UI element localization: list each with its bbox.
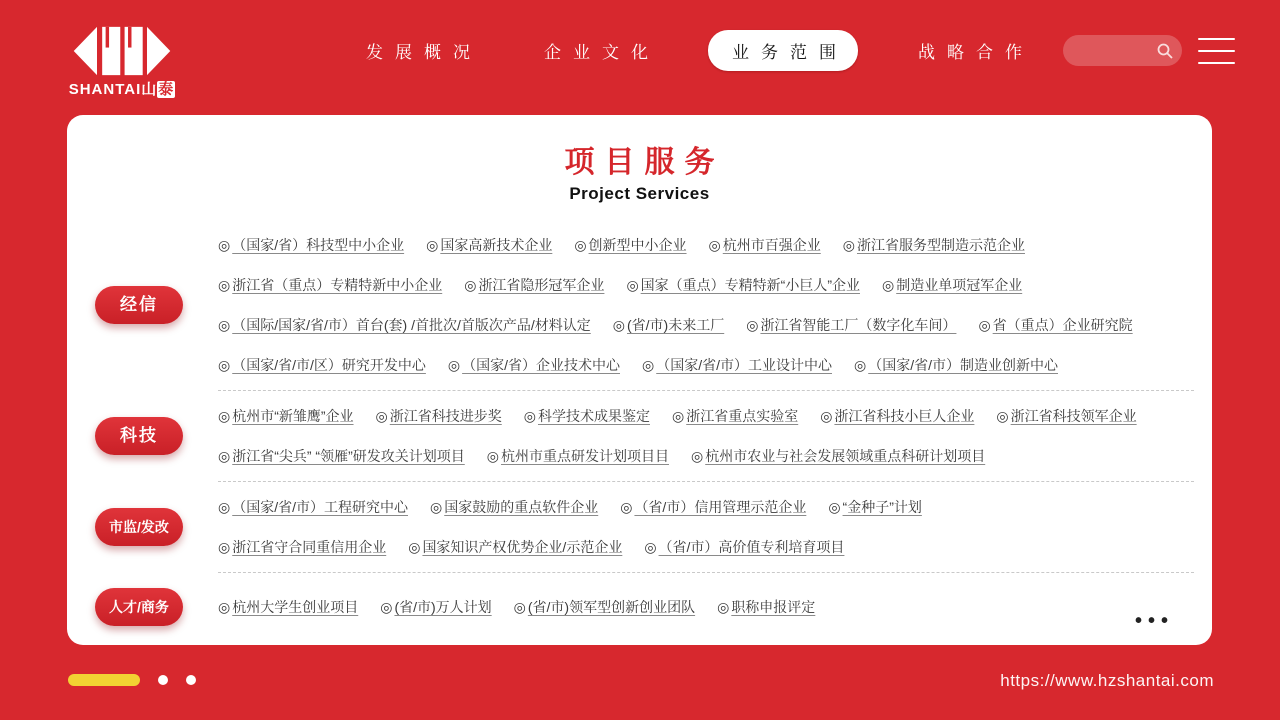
search-box: [1063, 35, 1182, 66]
category-pill[interactable]: 人才/商务: [95, 588, 183, 626]
nav-item-culture[interactable]: 企业文化: [544, 43, 660, 62]
service-item[interactable]: ◎ 浙江省科技进步奖: [375, 408, 502, 424]
item-marker-icon: ◎: [996, 408, 1009, 424]
service-row: [218, 537, 1198, 557]
item-marker-icon: ◎: [644, 539, 657, 555]
item-marker-icon: ◎: [642, 357, 655, 373]
item-marker-icon: ◎: [218, 499, 231, 515]
service-item[interactable]: ◎ 国家（重点）专精特新“小巨人”企业: [626, 277, 860, 293]
carousel-indicators: [68, 674, 196, 686]
item-marker-icon: ◎: [426, 237, 439, 253]
item-marker-icon: ◎: [218, 539, 231, 555]
item-marker-icon: ◎: [881, 277, 895, 293]
item-marker-icon: ◎: [218, 237, 231, 253]
service-row: [218, 315, 1198, 335]
service-item[interactable]: ◎ 杭州市百强企业: [708, 237, 821, 253]
item-marker-icon: ◎: [447, 357, 461, 373]
service-item[interactable]: ◎ 职称申报评定: [717, 599, 816, 615]
service-row: [218, 597, 1198, 617]
item-marker-icon: ◎: [375, 408, 388, 424]
service-item[interactable]: ◎ 杭州市农业与社会发展领域重点科研计划项目: [690, 448, 986, 464]
service-item[interactable]: ◎ （省/市）信用管理示范企业: [620, 499, 807, 515]
page-subtitle: Project Services: [569, 184, 710, 203]
service-item[interactable]: ◎ （国家/省/市/区）研究开发中心: [218, 357, 426, 373]
item-marker-icon: ◎: [574, 237, 587, 253]
item-marker-icon: ◎: [408, 539, 421, 555]
item-marker-icon: ◎: [828, 499, 841, 515]
service-item[interactable]: ◎ （国家/省/市）工业设计中心: [642, 357, 832, 373]
nav-item-strategy[interactable]: 战略合作: [918, 43, 1034, 62]
item-marker-icon: ◎: [218, 277, 231, 293]
item-marker-icon: ◎: [513, 599, 526, 615]
service-item[interactable]: ◎ 国家鼓励的重点软件企业: [430, 499, 599, 515]
service-item[interactable]: ◎ 浙江省科技领军企业: [996, 408, 1137, 424]
service-row: [218, 275, 1198, 295]
search-input[interactable]: [1063, 35, 1152, 66]
service-sections: [67, 220, 1212, 641]
service-item[interactable]: ◎ 浙江省（重点）专精特新中小企业: [218, 277, 443, 293]
service-item[interactable]: ◎ 浙江省科技小巨人企业: [820, 408, 975, 424]
service-section: [67, 482, 1212, 572]
item-marker-icon: ◎: [523, 408, 536, 424]
nav-item-business-scope[interactable]: 业务范围: [708, 30, 858, 71]
service-row: [218, 235, 1198, 255]
item-marker-icon: ◎: [486, 448, 499, 464]
item-marker-icon: ◎: [842, 237, 855, 253]
service-item[interactable]: ◎ （国家/省）科技型中小企业: [218, 237, 405, 253]
item-marker-icon: ◎: [690, 448, 704, 464]
content-card: [67, 115, 1212, 645]
website-url: https://www.hzshantai.com: [1000, 671, 1214, 690]
service-row: [218, 406, 1198, 426]
item-marker-icon: ◎: [430, 499, 443, 515]
service-section: [67, 573, 1212, 641]
brand-logo[interactable]: [67, 26, 177, 99]
item-marker-icon: ◎: [218, 448, 231, 464]
nav-item-development[interactable]: 发展概况: [366, 43, 482, 62]
top-nav-bar: [0, 0, 1280, 100]
brand-name: SHANTAI山泰: [68, 81, 175, 98]
service-item[interactable]: ◎ 浙江省隐形冠军企业: [464, 277, 605, 293]
service-item[interactable]: ◎ （国家/省）企业技术中心: [447, 357, 620, 373]
item-marker-icon: ◎: [820, 408, 833, 424]
item-marker-icon: ◎: [612, 317, 625, 333]
service-item[interactable]: ◎ （国家/省/市）制造业创新中心: [854, 357, 1058, 373]
service-item[interactable]: ◎ 国家知识产权优势企业/示范企业: [408, 539, 623, 555]
item-marker-icon: ◎: [218, 357, 231, 373]
category-pill[interactable]: 经信: [95, 286, 183, 324]
item-marker-icon: ◎: [218, 317, 231, 333]
service-item[interactable]: ◎ 浙江省服务型制造示范企业: [842, 237, 1025, 253]
item-marker-icon: ◎: [464, 277, 477, 293]
item-marker-icon: ◎: [708, 237, 721, 253]
item-marker-icon: ◎: [671, 408, 685, 424]
service-item[interactable]: ◎ 浙江省智能工厂（数字化车间）: [746, 317, 957, 333]
service-row: [218, 355, 1198, 375]
service-item[interactable]: ◎ 浙江省守合同重信用企业: [218, 539, 387, 555]
carousel-dot[interactable]: [186, 675, 196, 685]
item-marker-icon: ◎: [854, 357, 867, 373]
service-row: [218, 446, 1198, 466]
item-marker-icon: ◎: [218, 599, 231, 615]
service-item[interactable]: ◎ 杭州大学生创业项目: [218, 599, 359, 615]
item-marker-icon: ◎: [218, 408, 231, 424]
service-item[interactable]: ◎ (省/市)领军型创新创业团队: [513, 599, 696, 615]
carousel-dot[interactable]: [158, 675, 168, 685]
item-marker-icon: ◎: [717, 599, 730, 615]
service-item[interactable]: ◎ （国家/省/市）工程研究中心: [218, 499, 408, 515]
carousel-indicator-active[interactable]: [68, 674, 140, 686]
item-marker-icon: ◎: [626, 277, 639, 293]
service-item[interactable]: ◎ 浙江省“尖兵” “领雁”研发攻关计划项目: [218, 448, 465, 464]
service-item[interactable]: ◎ “金种子”计划: [828, 499, 922, 515]
service-section: [67, 220, 1212, 390]
service-item[interactable]: ◎ （省/市）高价值专利培育项目: [644, 539, 845, 555]
service-item[interactable]: ◎ 浙江省重点实验室: [671, 408, 799, 424]
search-icon[interactable]: [1152, 38, 1178, 64]
service-row: [218, 497, 1198, 517]
service-item[interactable]: ◎ (省/市)未来工厂: [612, 317, 725, 333]
item-marker-icon: ◎: [978, 317, 991, 333]
main-nav: [352, 30, 1036, 71]
service-section: [67, 391, 1212, 481]
service-item[interactable]: ◎ (省/市)万人计划: [380, 599, 492, 615]
item-marker-icon: ◎: [620, 499, 633, 515]
logo-mark-icon: [71, 26, 173, 76]
item-marker-icon: ◎: [746, 317, 759, 333]
category-pill[interactable]: 科技: [95, 417, 183, 455]
service-item[interactable]: ◎ 杭州市重点研发计划项目目: [486, 448, 669, 464]
service-item[interactable]: ◎ 省（重点）企业研究院: [978, 317, 1133, 333]
service-item[interactable]: ◎ 杭州市“新雏鹰”企业: [218, 408, 354, 424]
service-item[interactable]: ◎ 创新型中小企业: [574, 237, 687, 253]
page-title: 项目服务: [564, 146, 725, 179]
item-marker-icon: ◎: [380, 599, 393, 615]
service-item[interactable]: ◎ 国家高新技术企业: [426, 237, 553, 253]
service-item[interactable]: ◎ 制造业单项冠军企业: [881, 277, 1023, 293]
category-pill[interactable]: 市监/发改: [95, 508, 183, 546]
more-indicator[interactable]: •••: [1134, 610, 1174, 632]
service-item[interactable]: ◎ （国际/国家/省/市）首台(套) /首批次/首版次产品/材料认定: [218, 317, 591, 333]
hamburger-menu-icon[interactable]: [1198, 38, 1235, 64]
service-item[interactable]: ◎ 科学技术成果鉴定: [523, 408, 650, 424]
